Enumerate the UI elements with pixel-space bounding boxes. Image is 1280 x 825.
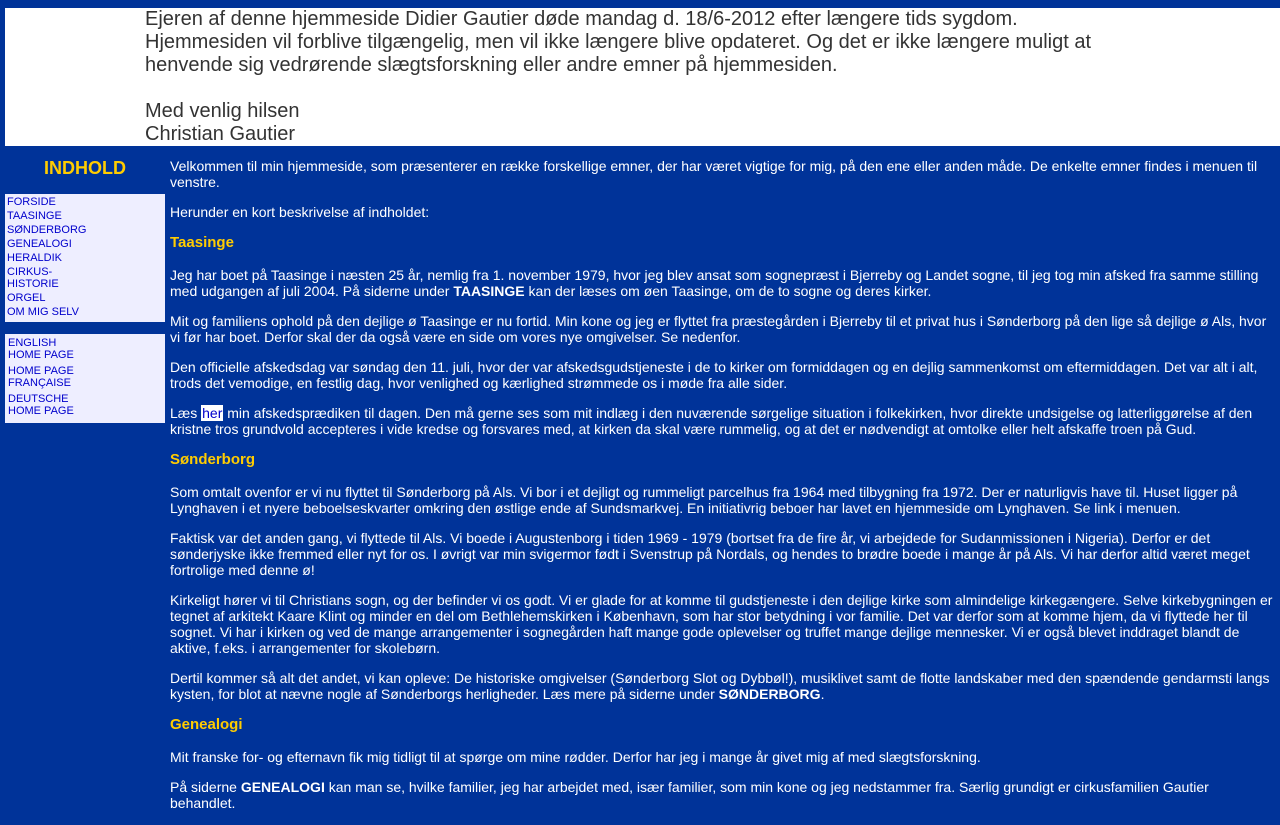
sidebar-title: INDHOLD bbox=[44, 158, 126, 178]
nav-link-cirkus-line1: CIRKUS- bbox=[7, 266, 53, 278]
nav-link-om-mig-selv[interactable]: OM MIG SELV bbox=[7, 306, 79, 318]
overview-paragraph: Herunder en kort beskrivelse af indholdet: bbox=[170, 204, 430, 220]
nav-link-cirkus-line2: HISTORIE bbox=[7, 278, 59, 290]
text-span: Jeg har boet på Taasinge i næsten 25 år, nemlig fra 1. november 1979, hvor jeg blev ansat som sognepræst i Bjerreby og Landet sogne, til jeg tog min afsked fra samme stilling med udgangen af juli 2004. På siderne under bbox=[170, 267, 1259, 299]
nav-link-orgel[interactable]: ORGEL bbox=[7, 292, 46, 304]
nav-link-sonderborg[interactable]: SØNDERBORG bbox=[7, 224, 87, 236]
text-span: kan der læses om øen Taasinge, om de to sogne og deres kirker. bbox=[524, 283, 932, 299]
genealogi-bold-ref: GENEALOGI bbox=[240, 779, 325, 795]
heading-sonderborg: Sønderborg bbox=[170, 451, 255, 468]
nav-link-taasinge[interactable]: TAASINGE bbox=[7, 210, 62, 222]
genealogi-paragraph-2 bbox=[170, 779, 1278, 811]
sonderborg-bold-ref: SØNDERBORG bbox=[718, 686, 821, 702]
lang-english-line2: HOME PAGE bbox=[8, 349, 74, 361]
language-menu bbox=[5, 334, 165, 423]
nav-link-forside[interactable]: FORSIDE bbox=[7, 196, 56, 208]
lang-english-line1: ENGLISH bbox=[8, 337, 57, 349]
taasinge-paragraph-1 bbox=[170, 267, 1278, 299]
memorial-notice bbox=[5, 8, 1280, 146]
sonderborg-paragraph-3: Kirkeligt hører vi til Christians sogn, og der befinder vi os godt. Vi er glade for at komme til gudstjeneste i den dejlige kirke som almindelige kirkegængere. Selve kirkebygningen er tegnet af arkitekt Kaare Klint og minder en del om Bethlehemskirken i København, som har stor betydning i vor familie. Det var derfor som at komme hjem, da vi flyttede her til sognet. Vi har i kirken og ved de mange arrangementer i sognegården haft mange gode oplevelser og truffet mange dejlige mennesker. Vi er også blevet inddraget blandt de aktive, f.eks. i arrangementer for skolebørn. bbox=[170, 592, 1273, 656]
sonderborg-paragraph-4 bbox=[170, 670, 1278, 702]
notice-greeting: Med venlig hilsen bbox=[145, 100, 300, 122]
main-content bbox=[170, 158, 1278, 825]
sonderborg-paragraph-1: Som omtalt ovenfor er vi nu flyttet til Sønderborg på Als. Vi bor i et dejligt og rummeligt parcelhus fra 1964 med tilbygning fra 1972. Der er naturligvis have til. Huset ligger på Lynghaven i et nyere beboelseskvarter omkring den østlige ende af Sundsmarkvej. En initiativrig beboer har lavet en hjemmeside om Lynghaven. Se link i menuen. bbox=[170, 484, 1238, 516]
text-span: På siderne bbox=[170, 779, 241, 795]
sermon-link[interactable]: her bbox=[202, 405, 223, 421]
sidebar bbox=[5, 146, 165, 423]
lang-link-german[interactable] bbox=[8, 393, 165, 417]
lang-french-line2: FRANÇAISE bbox=[8, 377, 71, 389]
taasinge-bold-ref: TAASINGE bbox=[453, 283, 525, 299]
taasinge-paragraph-3: Den officielle afskedsdag var søndag den 11. juli, hvor der var afskedsgudstjeneste i de to kirker om formiddagen og en dejlig sammenkomst om eftermiddagen. Det var alt i alt, trods det vemodige, en festlig dag, hvor venlighed og kærlighed strømmede os i møde fra alle sider. bbox=[170, 359, 1258, 391]
text-span: Læs bbox=[170, 405, 202, 421]
lang-link-french[interactable] bbox=[8, 365, 165, 389]
nav-link-genealogi[interactable]: GENEALOGI bbox=[7, 238, 72, 250]
taasinge-paragraph-2: Mit og familiens ophold på den dejlige ø Taasinge er nu fortid. Min kone og jeg er flyttet fra præstegården i Bjerreby til et privat hus i Sønderborg på den lige så dejlige ø Als, hvor vi før har boet. Derfor skal der da også være en side om vores nye omgivelser. Se nedenfor. bbox=[170, 313, 1267, 345]
lang-french-line1: HOME PAGE bbox=[8, 365, 74, 377]
nav-menu bbox=[5, 194, 165, 322]
text-span: kan man se, hvilke familier, jeg har arbejdet med, især familier, som min kone og jeg nedstammer fra. Særlig grundigt er cirkusfamilien Gautier behandlet. bbox=[170, 779, 1209, 811]
heading-taasinge: Taasinge bbox=[170, 234, 234, 251]
lang-link-english[interactable] bbox=[8, 337, 165, 361]
notice-line-1: Ejeren af denne hjemmeside Didier Gautier døde mandag d. 18/6-2012 efter længere tids sygdom. bbox=[145, 8, 1018, 30]
notice-text bbox=[145, 8, 1125, 146]
notice-line-2: Hjemmesiden vil forblive tilgængelig, men vil ikke længere blive opdateret. Og det er ikke længere muligt at henvende sig vedrørende slægtsforskning eller andre emner på hjemmesiden. bbox=[145, 31, 1091, 76]
text-span: min afskedsprædiken til dagen. Den må gerne ses som mit indlæg i den nuværende sørgelige situation i folkekirken, hvor direkte undsigelse og latterliggørelse af den kristne tros grundvold accepteres i vide kredse og forsvares med, at kirken da skal være rummelig, og at det er nødvendigt at omtolke eller helt afskaffe troen på Gud. bbox=[170, 405, 1253, 437]
nav-link-heraldik[interactable]: HERALDIK bbox=[7, 252, 63, 264]
notice-signature: Christian Gautier bbox=[145, 123, 296, 145]
heading-genealogi: Genealogi bbox=[170, 716, 243, 733]
lang-german-line1: DEUTSCHE bbox=[8, 393, 69, 405]
text-span: . bbox=[820, 686, 825, 702]
taasinge-paragraph-4 bbox=[170, 405, 1278, 437]
lang-german-line2: HOME PAGE bbox=[8, 405, 74, 417]
sonderborg-paragraph-2: Faktisk var det anden gang, vi flyttede til Als. Vi boede i Augustenborg i tiden 1969 - 1979 (bortset fra de fire år, vi arbejdede for Sudanmissionen i Nigeria). Derfor er det sønderjyske ikke fremmed eller nyt for os. I øvrigt var min svigermor født i Svenstrup på Nordals, og hendes to brødre boede i mange år på Als. Vi har derfor altid været meget fortrolige med denne ø! bbox=[170, 530, 1250, 578]
intro-paragraph: Velkommen til min hjemmeside, som præsenterer en række forskellige emner, der har været vigtige for mig, på den ene eller anden måde. De enkelte emner findes i menuen til venstre. bbox=[170, 158, 1258, 190]
text-span: Dertil kommer så alt det andet, vi kan opleve: De historiske omgivelser (Sønderborg Slot og Dybbøl!), musiklivet samt de flotte landskaber med den spændende gendarmsti langs kysten, for blot at nævne nogle af Sønderborgs herligheder. Læs mere på siderne under bbox=[170, 670, 1270, 702]
genealogi-paragraph-1: Mit franske for- og efternavn fik mig tidligt til at spørge om mine rødder. Derfor har jeg i mange år givet mig af med slægtsforskning. bbox=[170, 749, 981, 765]
nav-link-cirkushistorie[interactable] bbox=[7, 266, 165, 290]
